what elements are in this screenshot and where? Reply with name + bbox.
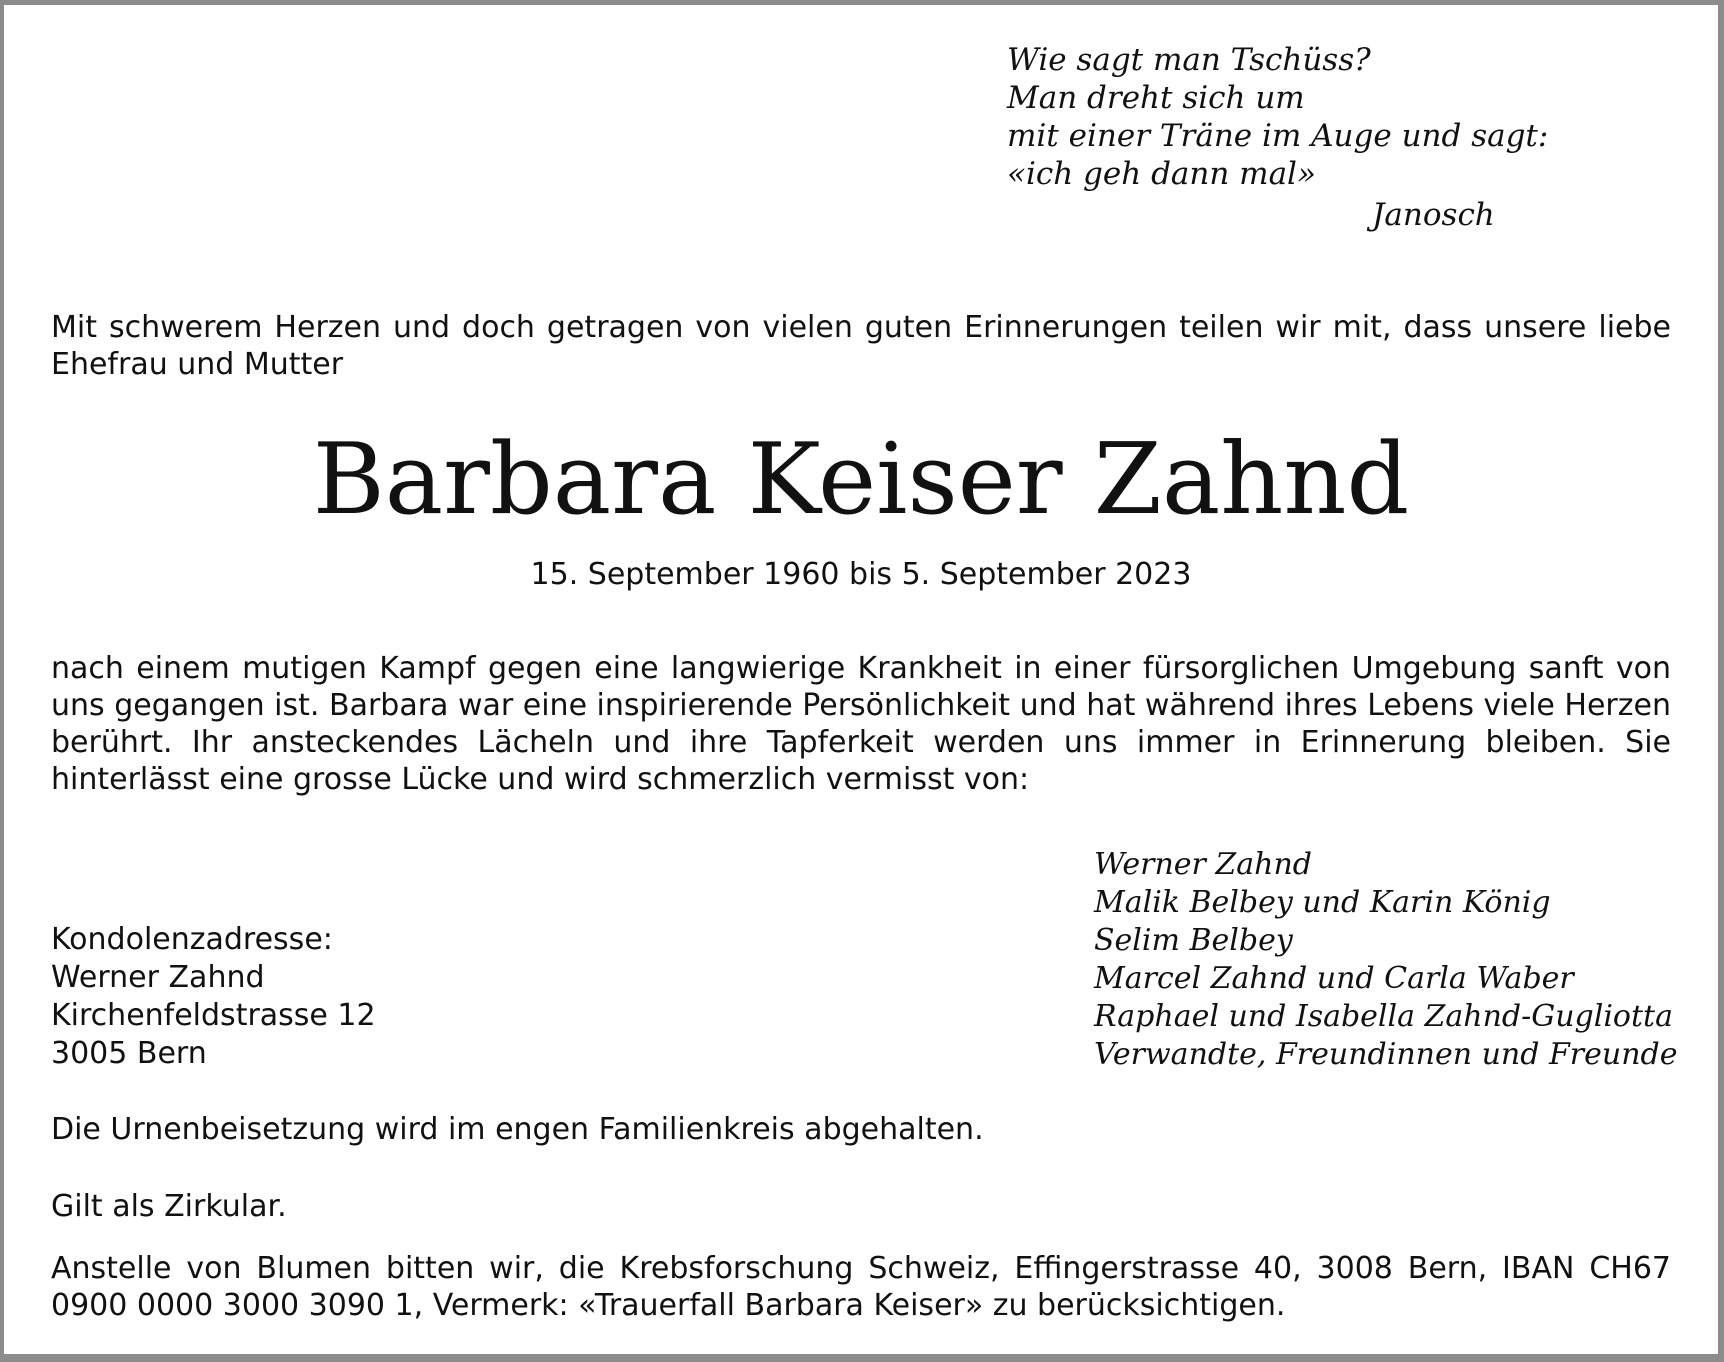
intro-text: Mit schwerem Herzen und doch getragen von vielen guten Erinnerungen teilen wir mit, dass unsere liebe Ehefrau und Mutter bbox=[51, 310, 1671, 382]
mourner-name: Selim Belbey bbox=[1094, 923, 1293, 958]
mourner-name: Marcel Zahnd und Carla Waber bbox=[1094, 961, 1574, 996]
poem-line: Wie sagt man Tschüss? bbox=[1007, 42, 1371, 78]
mourner-name: Werner Zahnd bbox=[1094, 847, 1313, 882]
circular-note: Gilt als Zirkular. bbox=[51, 1189, 287, 1224]
body-text: nach einem mutigen Kampf gegen eine langwierige Krankheit in einer fürsorglichen Umgebung sanft von uns gegangen ist. Barbara war eine inspirierende Persönlichkeit und hat während ihres Lebens viele Herzen berührt. Ihr ansteckendes Lächeln und ihre Tapferkeit werden uns immer in Erinnerung bleiben. Sie hinterlässt eine grosse Lücke und wird schmerzlich vermisst von: bbox=[51, 651, 1671, 797]
deceased-name: Barbara Keiser Zahnd bbox=[312, 423, 1410, 537]
condolence-label: Kondolenzadresse: bbox=[51, 922, 333, 957]
condolence-city: 3005 Bern bbox=[51, 1036, 207, 1071]
mourner-name: Malik Belbey und Karin König bbox=[1094, 885, 1551, 920]
poem-line: mit einer Träne im Auge und sagt: bbox=[1007, 118, 1549, 154]
poem-author: Janosch bbox=[1372, 197, 1495, 233]
condolence-address bbox=[51, 921, 751, 1073]
condolence-street: Kirchenfeldstrasse 12 bbox=[51, 998, 376, 1033]
poem-quote bbox=[1007, 41, 1549, 193]
poem-line: «ich geh dann mal» bbox=[1007, 156, 1316, 192]
donation-note: Anstelle von Blumen bitten wir, die Krebsforschung Schweiz, Effingerstrasse 40, 3008 Bern, IBAN CH67 0900 0000 3000 3090 1, Vermerk: «Trauerfall Barbara Keiser» zu berücksichtigen. bbox=[51, 1251, 1671, 1323]
condolence-name: Werner Zahnd bbox=[51, 960, 265, 995]
life-dates: 15. September 1960 bis 5. September 2023 bbox=[530, 557, 1192, 592]
mourners-list bbox=[1094, 846, 1694, 1074]
urn-note: Die Urnenbeisetzung wird im engen Familienkreis abgehalten. bbox=[51, 1112, 984, 1147]
mourner-name: Verwandte, Freundinnen und Freunde bbox=[1094, 1037, 1678, 1072]
mourner-name: Raphael und Isabella Zahnd-Gugliotta bbox=[1094, 999, 1673, 1034]
poem-line: Man dreht sich um bbox=[1007, 80, 1305, 116]
obituary-page bbox=[4, 5, 1718, 1354]
